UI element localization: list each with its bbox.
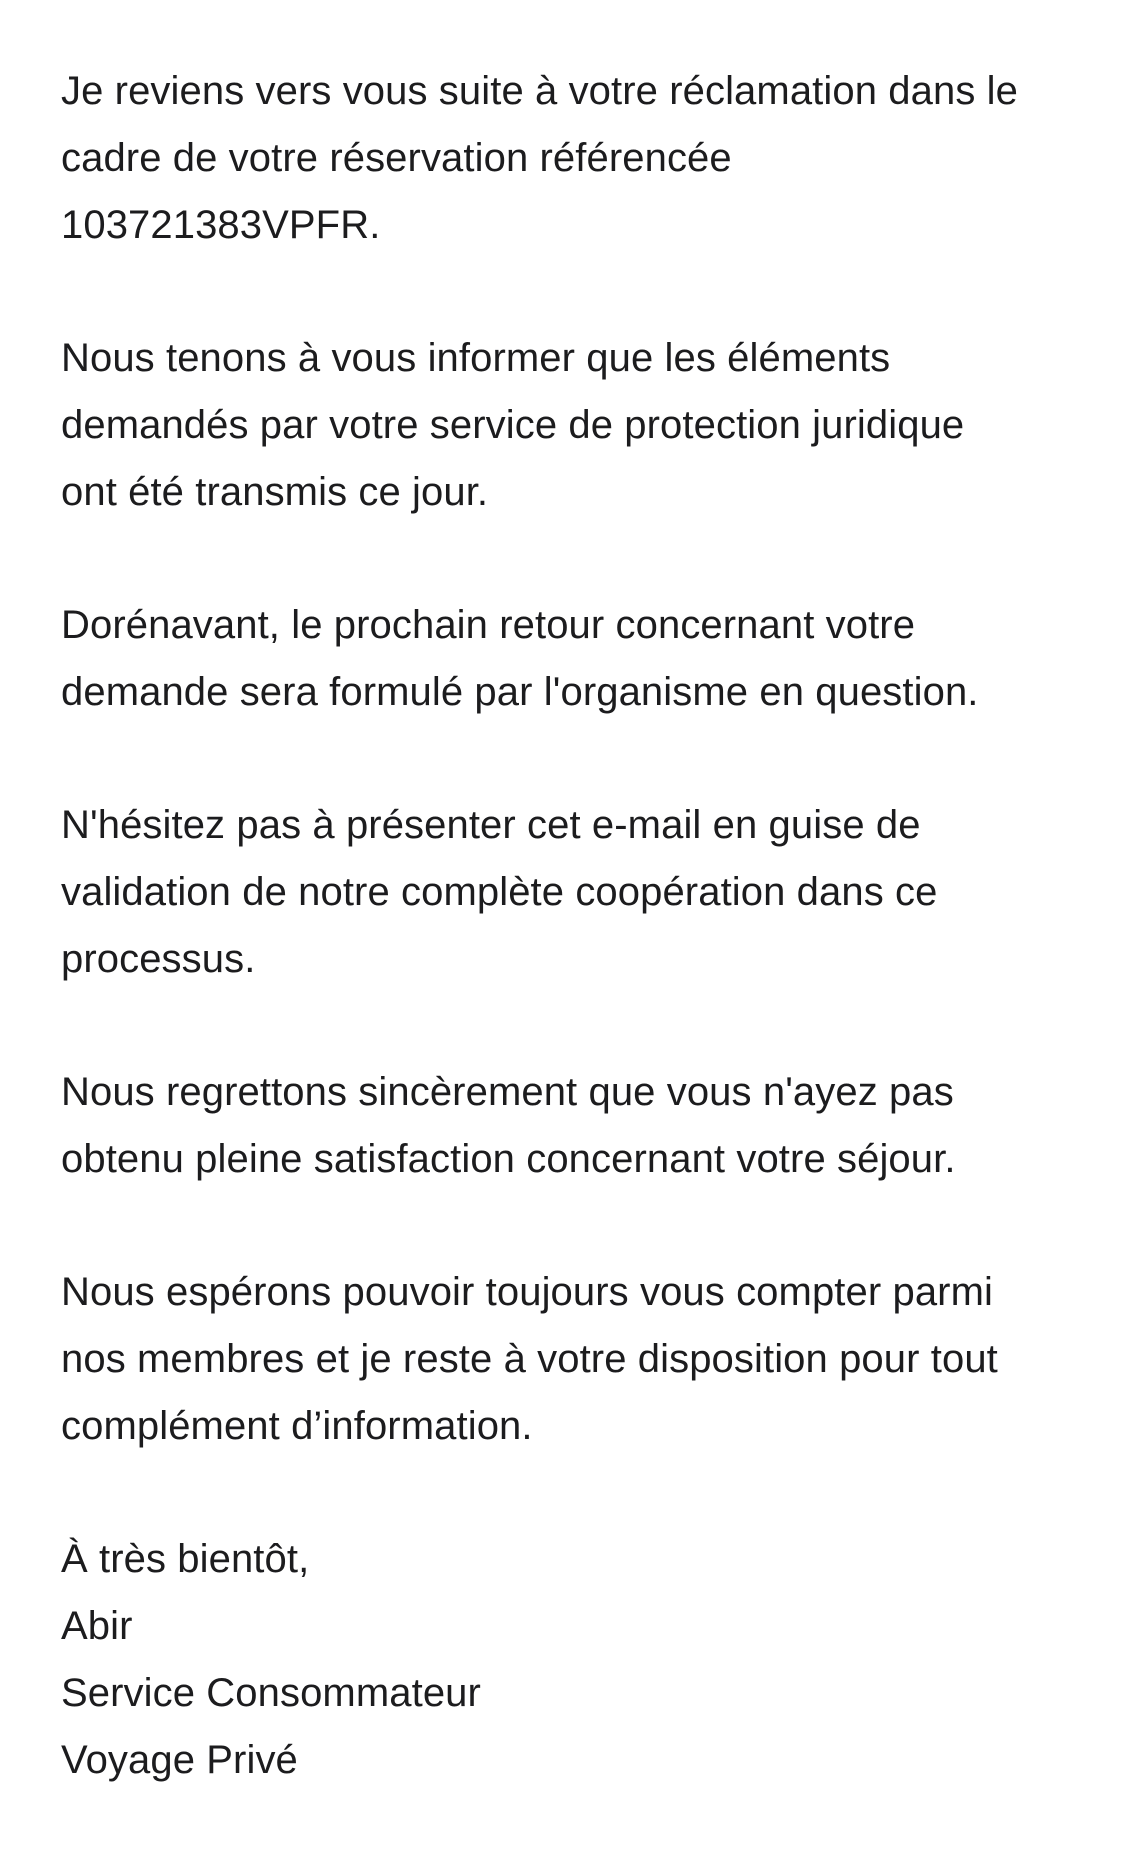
email-body <box>61 58 1081 1794</box>
signature-closing: À très bientôt, <box>61 1537 310 1581</box>
paragraph-regrets <box>61 1059 1081 1193</box>
text-line: demande sera formulé par l'organisme en question. <box>61 670 979 714</box>
text-line: N'hésitez pas à présenter cet e-mail en guise de <box>61 803 921 847</box>
text-line: Dorénavant, le prochain retour concernant votre <box>61 603 916 647</box>
signature-company: Voyage Privé <box>61 1738 298 1782</box>
paragraph-prochain-retour <box>61 592 1081 726</box>
text-line: Nous espérons pouvoir toujours vous compter parmi <box>61 1270 994 1314</box>
paragraph-disposition <box>61 1259 1081 1460</box>
text-line: validation de notre complète coopération dans ce <box>61 870 938 914</box>
signature-name: Abir <box>61 1604 133 1648</box>
email-signature <box>61 1526 1081 1794</box>
text-line: nos membres et je reste à votre disposition pour tout <box>61 1337 998 1381</box>
text-line: 103721383VPFR. <box>61 203 381 247</box>
paragraph-elements-transmis <box>61 325 1081 526</box>
text-line: ont été transmis ce jour. <box>61 470 489 514</box>
text-line: obtenu pleine satisfaction concernant votre séjour. <box>61 1137 956 1181</box>
text-line: complément d’information. <box>61 1404 533 1448</box>
text-line: processus. <box>61 937 256 981</box>
text-line: Nous tenons à vous informer que les éléments <box>61 336 891 380</box>
text-line: Je reviens vers vous suite à votre réclamation dans le <box>61 69 1018 113</box>
text-line: cadre de votre réservation référencée <box>61 136 732 180</box>
text-line: demandés par votre service de protection juridique <box>61 403 965 447</box>
paragraph-reclamation <box>61 58 1081 259</box>
text-line: Nous regrettons sincèrement que vous n'ayez pas <box>61 1070 954 1114</box>
signature-department: Service Consommateur <box>61 1671 481 1715</box>
paragraph-validation <box>61 792 1081 993</box>
